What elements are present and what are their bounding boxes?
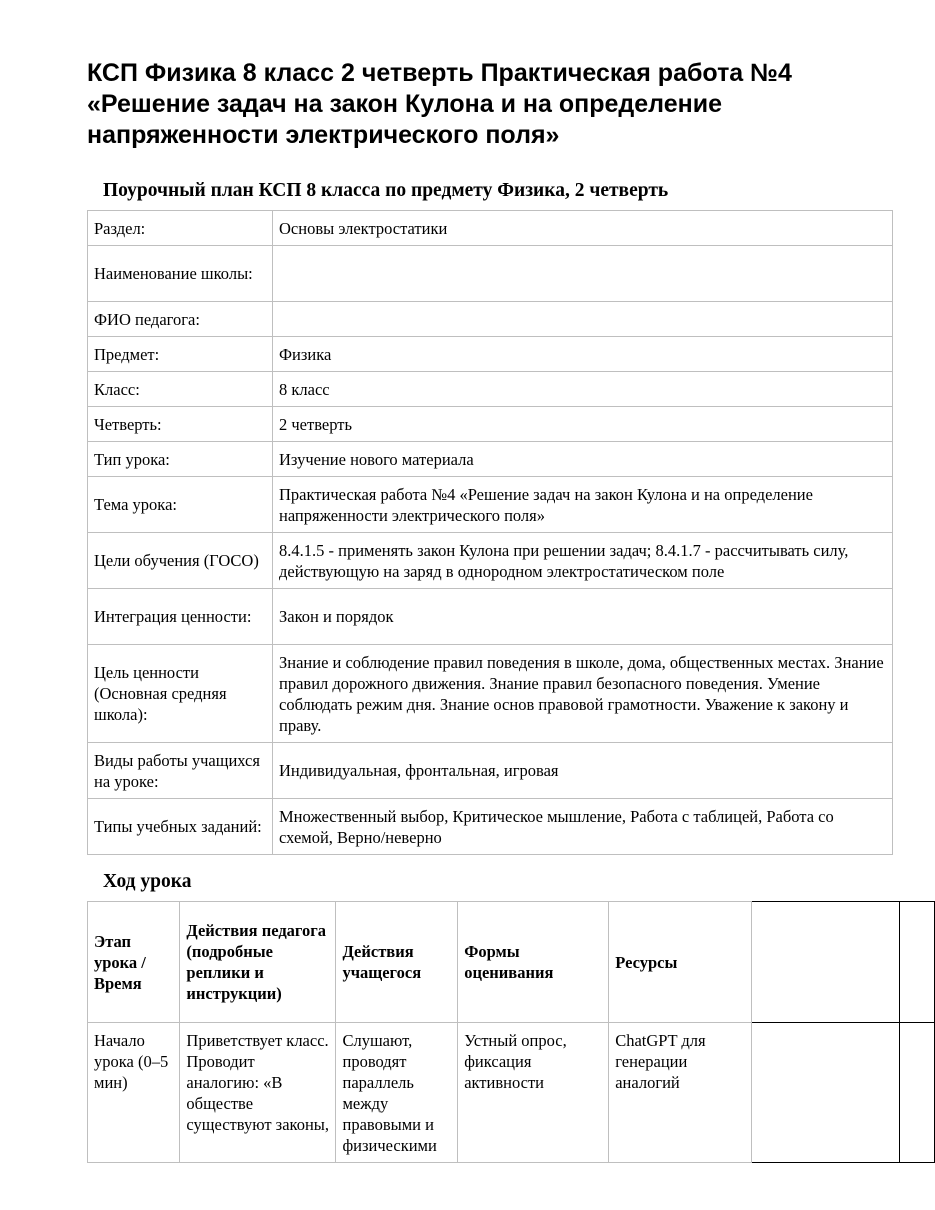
- document-title: КСП Физика 8 класс 2 четверть Практическая работа №4 «Решение задач на закон Кулона и на определение напряженности электрического поля»: [87, 59, 792, 149]
- info-value: Изучение нового материала: [273, 442, 893, 477]
- info-key: Класс:: [88, 372, 273, 407]
- info-value: [273, 302, 893, 337]
- header-empty: [900, 902, 935, 1023]
- info-row: [88, 442, 893, 477]
- info-value: 2 четверть: [273, 407, 893, 442]
- info-row: [88, 407, 893, 442]
- plan-heading: Поурочный план КСП 8 класса по предмету Физика, 2 четверть: [103, 180, 669, 201]
- info-value: Закон и порядок: [273, 589, 893, 645]
- info-row: [88, 645, 893, 743]
- info-row: [88, 337, 893, 372]
- header-assessment: Формы оценивания: [458, 902, 609, 1023]
- lesson-cell-resources: ChatGPT для генерации аналогий: [609, 1023, 752, 1163]
- lesson-row: [88, 1023, 935, 1163]
- info-key: ФИО педагога:: [88, 302, 273, 337]
- info-key: Тема урока:: [88, 477, 273, 533]
- info-row: [88, 302, 893, 337]
- info-key: Типы учебных заданий:: [88, 799, 273, 855]
- info-row: [88, 589, 893, 645]
- info-row: [88, 799, 893, 855]
- info-key: Раздел:: [88, 211, 273, 246]
- info-value: [273, 246, 893, 302]
- header-stage: Этап урока / Время: [88, 902, 180, 1023]
- lesson-cell-student: Слушают, проводят параллель между правовыми и физическими: [336, 1023, 458, 1163]
- info-key: Тип урока:: [88, 442, 273, 477]
- info-key: Наименование школы:: [88, 246, 273, 302]
- lesson-cell-empty: [752, 1023, 900, 1163]
- lesson-cell-teacher: Приветствует класс. Проводит аналогию: «В обществе существуют законы,: [180, 1023, 336, 1163]
- info-row: [88, 477, 893, 533]
- info-key: Цели обучения (ГОСО): [88, 533, 273, 589]
- info-value: 8.4.1.5 - применять закон Кулона при решении задач; 8.4.1.7 - рассчитывать силу, действующую на заряд в однородном электростатическом поле: [273, 533, 893, 589]
- info-value: Индивидуальная, фронтальная, игровая: [273, 743, 893, 799]
- lesson-cell-stage: Начало урока (0–5 мин): [88, 1023, 180, 1163]
- info-row: [88, 372, 893, 407]
- info-value: Основы электростатики: [273, 211, 893, 246]
- info-row: [88, 211, 893, 246]
- info-value: 8 класс: [273, 372, 893, 407]
- info-row: [88, 246, 893, 302]
- header-teacher-actions: Действия педагога (подробные реплики и инструкции): [180, 902, 336, 1023]
- lesson-cell-empty: [900, 1023, 935, 1163]
- info-row: [88, 533, 893, 589]
- lesson-info-table: [87, 210, 893, 855]
- info-key: Виды работы учащихся на уроке:: [88, 743, 273, 799]
- lesson-flow-table: [87, 901, 935, 1163]
- lesson-cell-assessment: Устный опрос, фиксация активности: [458, 1023, 609, 1163]
- info-key: Цель ценности (Основная средняя школа):: [88, 645, 273, 743]
- info-key: Четверть:: [88, 407, 273, 442]
- header-student-actions: Действия учащегося: [336, 902, 458, 1023]
- info-value: Практическая работа №4 «Решение задач на закон Кулона и на определение напряженности электрического поля»: [273, 477, 893, 533]
- lesson-heading: Ход урока: [103, 871, 192, 892]
- info-value: Знание и соблюдение правил поведения в школе, дома, общественных местах. Знание правил дорожного движения. Знание правил безопасного поведения. Умение соблюдать режим дня. Знание основ правовой грамотности. Уважение к закону и праву.: [273, 645, 893, 743]
- info-row: [88, 743, 893, 799]
- header-resources: Ресурсы: [609, 902, 752, 1023]
- lesson-header-row: [88, 902, 935, 1023]
- info-value: Физика: [273, 337, 893, 372]
- header-empty: [752, 902, 900, 1023]
- info-value: Множественный выбор, Критическое мышление, Работа с таблицей, Работа со схемой, Верно/неверно: [273, 799, 893, 855]
- info-key: Предмет:: [88, 337, 273, 372]
- info-key: Интеграция ценности:: [88, 589, 273, 645]
